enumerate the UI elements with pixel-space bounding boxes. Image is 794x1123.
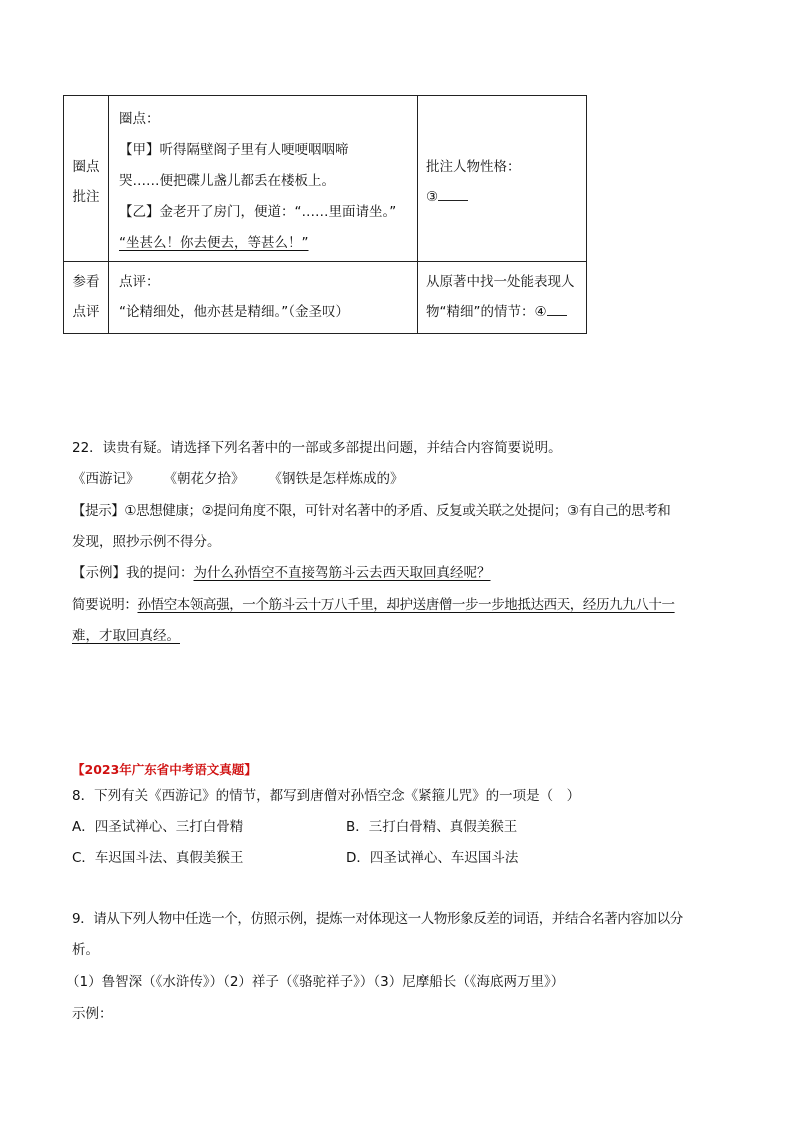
question-22-title: 22．读贵有疑。请选择下列名著中的一部或多部提出问题，并结合内容简要说明。 <box>72 440 562 456</box>
character-choices: （1）鲁智深（《水浒传》）（2）祥子（《骆驼祥子》）（3）尼摩船长（《海底两万里》） <box>66 974 565 990</box>
hint-line: 发现，照抄示例不得分。 <box>72 534 221 550</box>
question-9-stem: 析。 <box>72 942 99 958</box>
book-title: 《钢铁是怎样炼成的》 <box>268 471 404 487</box>
option-a[interactable]: A．四圣试禅心、三打白骨精 <box>72 819 244 835</box>
text-line: 从原著中找一处能表现人 <box>426 274 575 290</box>
question-9-stem: 9．请从下列人物中任选一个，仿照示例，提炼一对体现这一人物形象反差的词语，并结合名著内容加以分 <box>72 911 683 927</box>
text-line: 哭……便把碟儿盏儿都丢在楼板上。 <box>119 173 335 189</box>
example-label: 示例： <box>72 1006 113 1022</box>
row-label-line: 点评 <box>72 304 100 320</box>
text-line: 【甲】听得隔壁阁子里有人哽哽咽咽啼 <box>119 142 349 158</box>
text-line: 物“精细”的情节：④ <box>426 304 547 320</box>
text-line: 【乙】金老开了房门，便道：“……里面请坐。” <box>119 204 397 220</box>
row-label-cell <box>64 96 109 262</box>
book-title: 《西游记》 <box>72 471 140 487</box>
hint-line: 【提示】①思想健康；②提问角度不限，可针对名著中的矛盾、反复或关联之处提问；③有自己的思考和 <box>72 503 671 519</box>
text-line: “论精细处，他亦甚是精细。”（金圣叹） <box>119 304 349 320</box>
blank-number: ③ <box>426 189 439 205</box>
row-label-line: 批注 <box>72 189 100 205</box>
book-title: 《朝花夕拾》 <box>163 471 245 487</box>
annotation-table <box>63 95 587 334</box>
example-label: 【示例】我的提问： <box>72 565 194 581</box>
text-line: 点评： <box>119 274 160 290</box>
option-b[interactable]: B．三打白骨精、真假美猴王 <box>346 819 518 835</box>
underlined-quote: “坐甚么！你去便去，等甚么！” <box>119 235 309 251</box>
row-label-line: 圈点 <box>72 159 100 175</box>
table-row <box>64 96 587 262</box>
question-8-stem: 8．下列有关《西游记》的情节，都写到唐僧对孙悟空念《紧箍儿咒》的一项是（ ） <box>72 788 581 804</box>
row-text-cell <box>109 262 418 334</box>
table-row <box>64 262 587 334</box>
option-c[interactable]: C．车迟国斗法、真假美猴王 <box>72 850 244 866</box>
example-question <box>72 561 491 581</box>
row-right-cell <box>418 262 587 334</box>
answer-blank-line <box>426 297 586 327</box>
book-list <box>72 467 404 487</box>
explanation-line <box>72 593 675 613</box>
row-label-cell <box>64 262 109 334</box>
answer-blank[interactable] <box>438 188 468 201</box>
example-question-text: 为什么孙悟空不直接驾筋斗云去西天取回真经呢？ <box>193 565 491 581</box>
explain-text: 孙悟空本领高强，一个筋斗云十万八千里，却护送唐僧一步一步地抵达西天，经历九九八十一 <box>137 597 675 613</box>
row-label-line: 参看 <box>72 274 100 290</box>
explain-label: 简要说明： <box>72 597 138 613</box>
option-d[interactable]: D．四圣试禅心、车迟国斗法 <box>346 850 519 866</box>
explanation-line: 难，才取回真经。 <box>72 628 180 644</box>
answer-blank[interactable] <box>547 303 567 316</box>
row-text-cell <box>109 96 418 262</box>
exam-title: 【2023年广东省中考语文真题】 <box>72 762 257 777</box>
answer-blank-line <box>426 182 586 212</box>
text-line: 批注人物性格： <box>426 159 521 175</box>
row-right-cell <box>418 96 587 262</box>
text-line: 圈点： <box>119 111 160 127</box>
